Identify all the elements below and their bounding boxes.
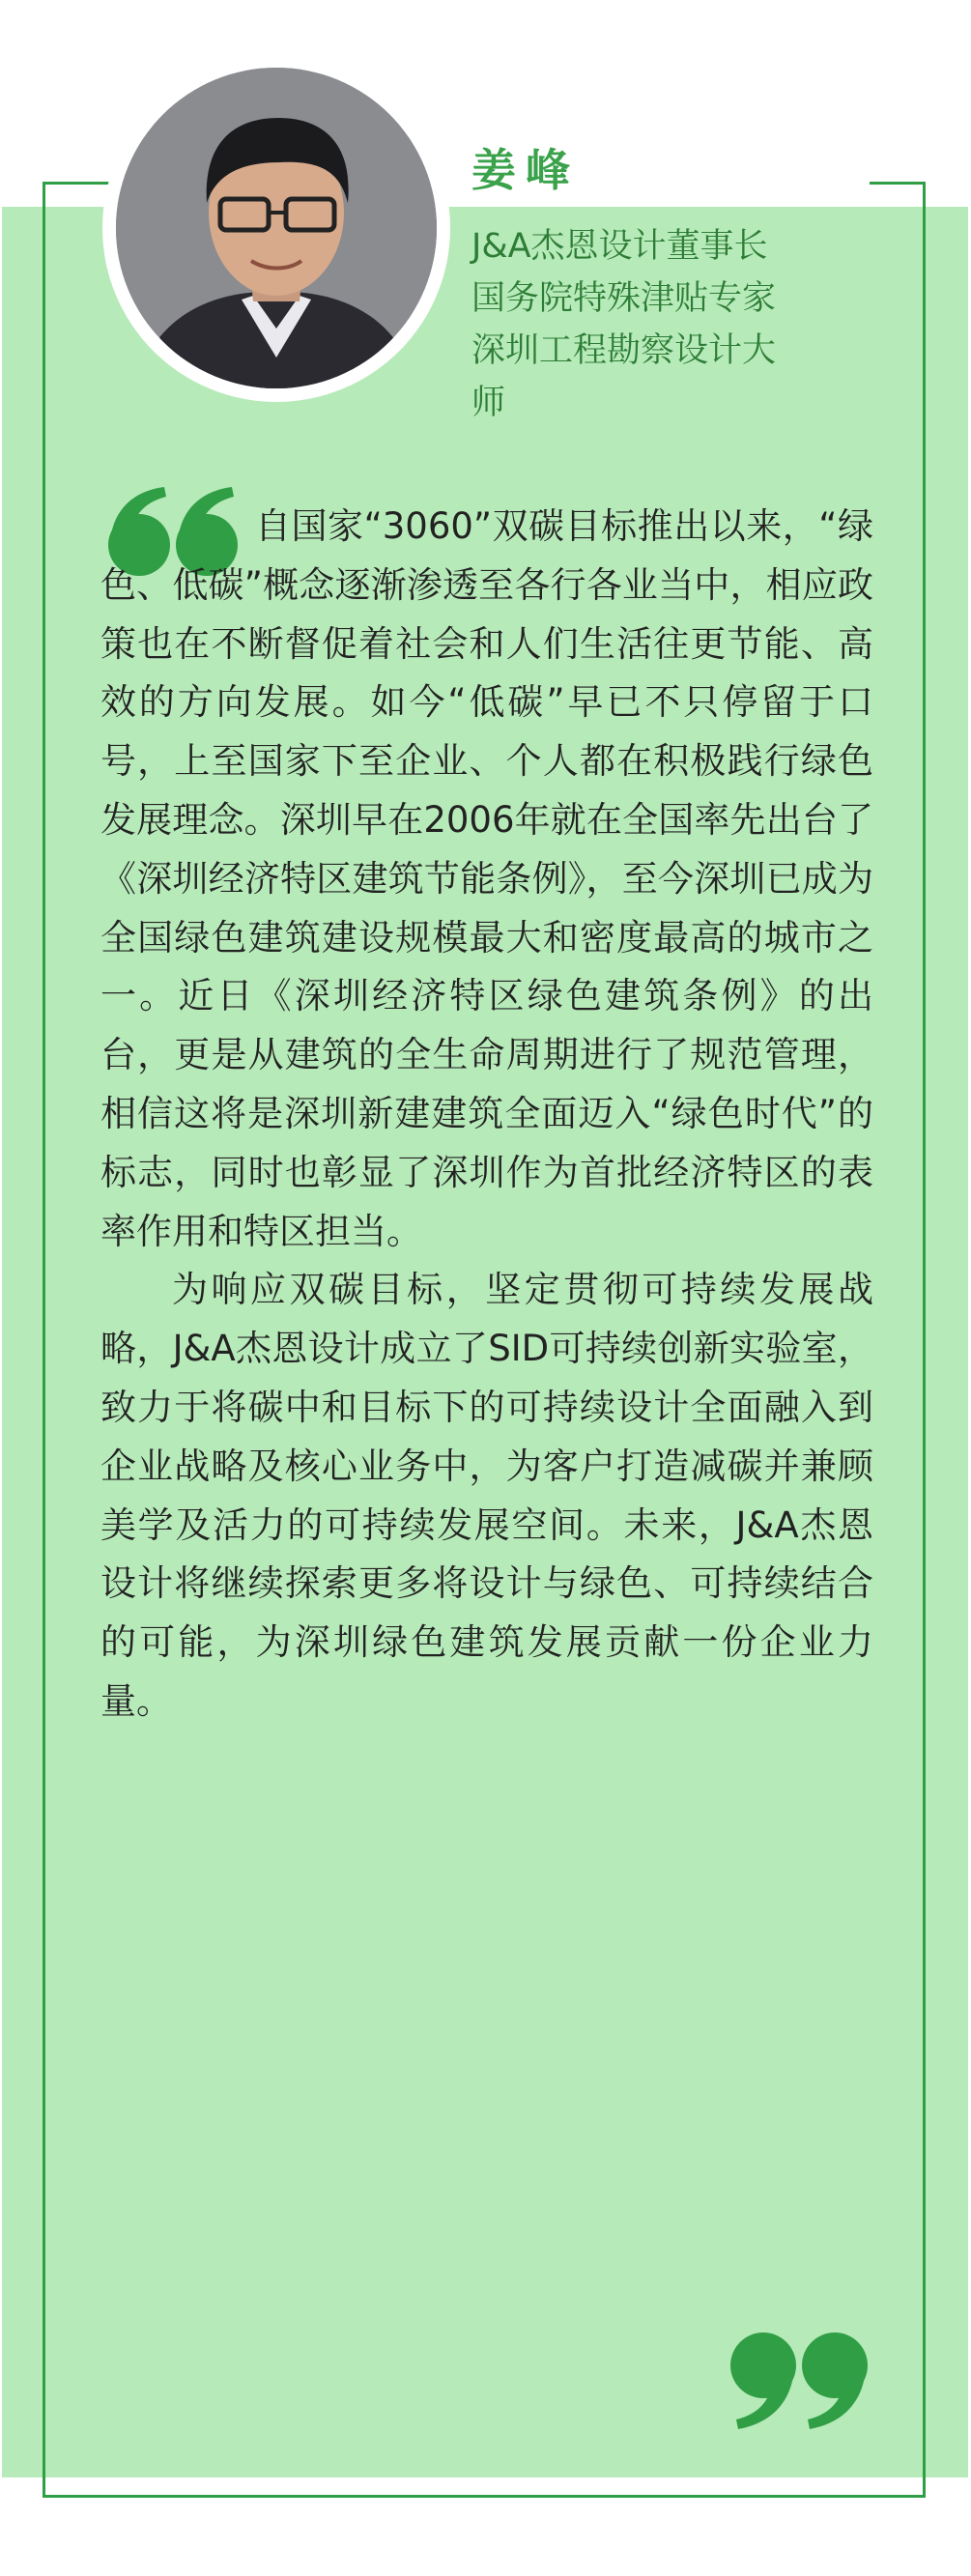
article-paragraph-1: 自国家“3060”双碳目标推出以来，“绿色、低碳”概念逐渐渗透至各行各业当中，相应政策也在不断督促着社会和人们生活往更节能、高效的方向发展。如今“低碳”早已不只停留于口号，上至国家下至企业、个人都在积极践行绿色发展理念。深圳早在2006年就在全国率先出台了《深圳经济特区建筑节能条例》，至今深圳已成为全国绿色建筑建设规模最大和密度最高的城市之一。近日《深圳经济特区绿色建筑条例》的出台，更是从建筑的全生命周期进行了规范管理，相信这将是深圳新建建筑全面迈入“绿色时代”的标志，同时也彰显了深圳作为首批经济特区的表率作用和特区担当。 xyxy=(100,505,873,1252)
frame-line-bottom xyxy=(43,2495,926,2498)
close-quote-icon xyxy=(727,2329,871,2435)
portrait-illustration xyxy=(116,68,437,388)
frame-line-right xyxy=(923,182,926,2497)
avatar xyxy=(102,54,450,402)
person-name: 姜峰 xyxy=(471,144,580,196)
person-title-line-4: 师 xyxy=(471,384,506,422)
article-body xyxy=(100,498,873,1732)
person-title-line-2: 国务院特殊津贴专家 xyxy=(471,279,777,318)
frame-line-top-right xyxy=(870,182,926,185)
person-title-line-1: J&A杰恩设计董事长 xyxy=(471,227,768,266)
person-title-line-3: 深圳工程勘察设计大 xyxy=(471,331,777,370)
frame-line-top-left xyxy=(43,182,116,185)
avatar-photo xyxy=(116,68,437,388)
article-paragraph-2: 为响应双碳目标，坚定贯彻可持续发展战略，J&A杰恩设计成立了SID可持续创新实验室，致力于将碳中和目标下的可持续设计全面融入到企业战略及核心业务中，为客户打造减碳并兼顾美学及活力的可持续发展空间。未来，J&A杰恩设计将继续探索更多将设计与绿色、可持续结合的可能，为深圳绿色建筑发展贡献一份企业力量。 xyxy=(100,1269,873,1722)
frame-line-left xyxy=(43,182,45,2497)
